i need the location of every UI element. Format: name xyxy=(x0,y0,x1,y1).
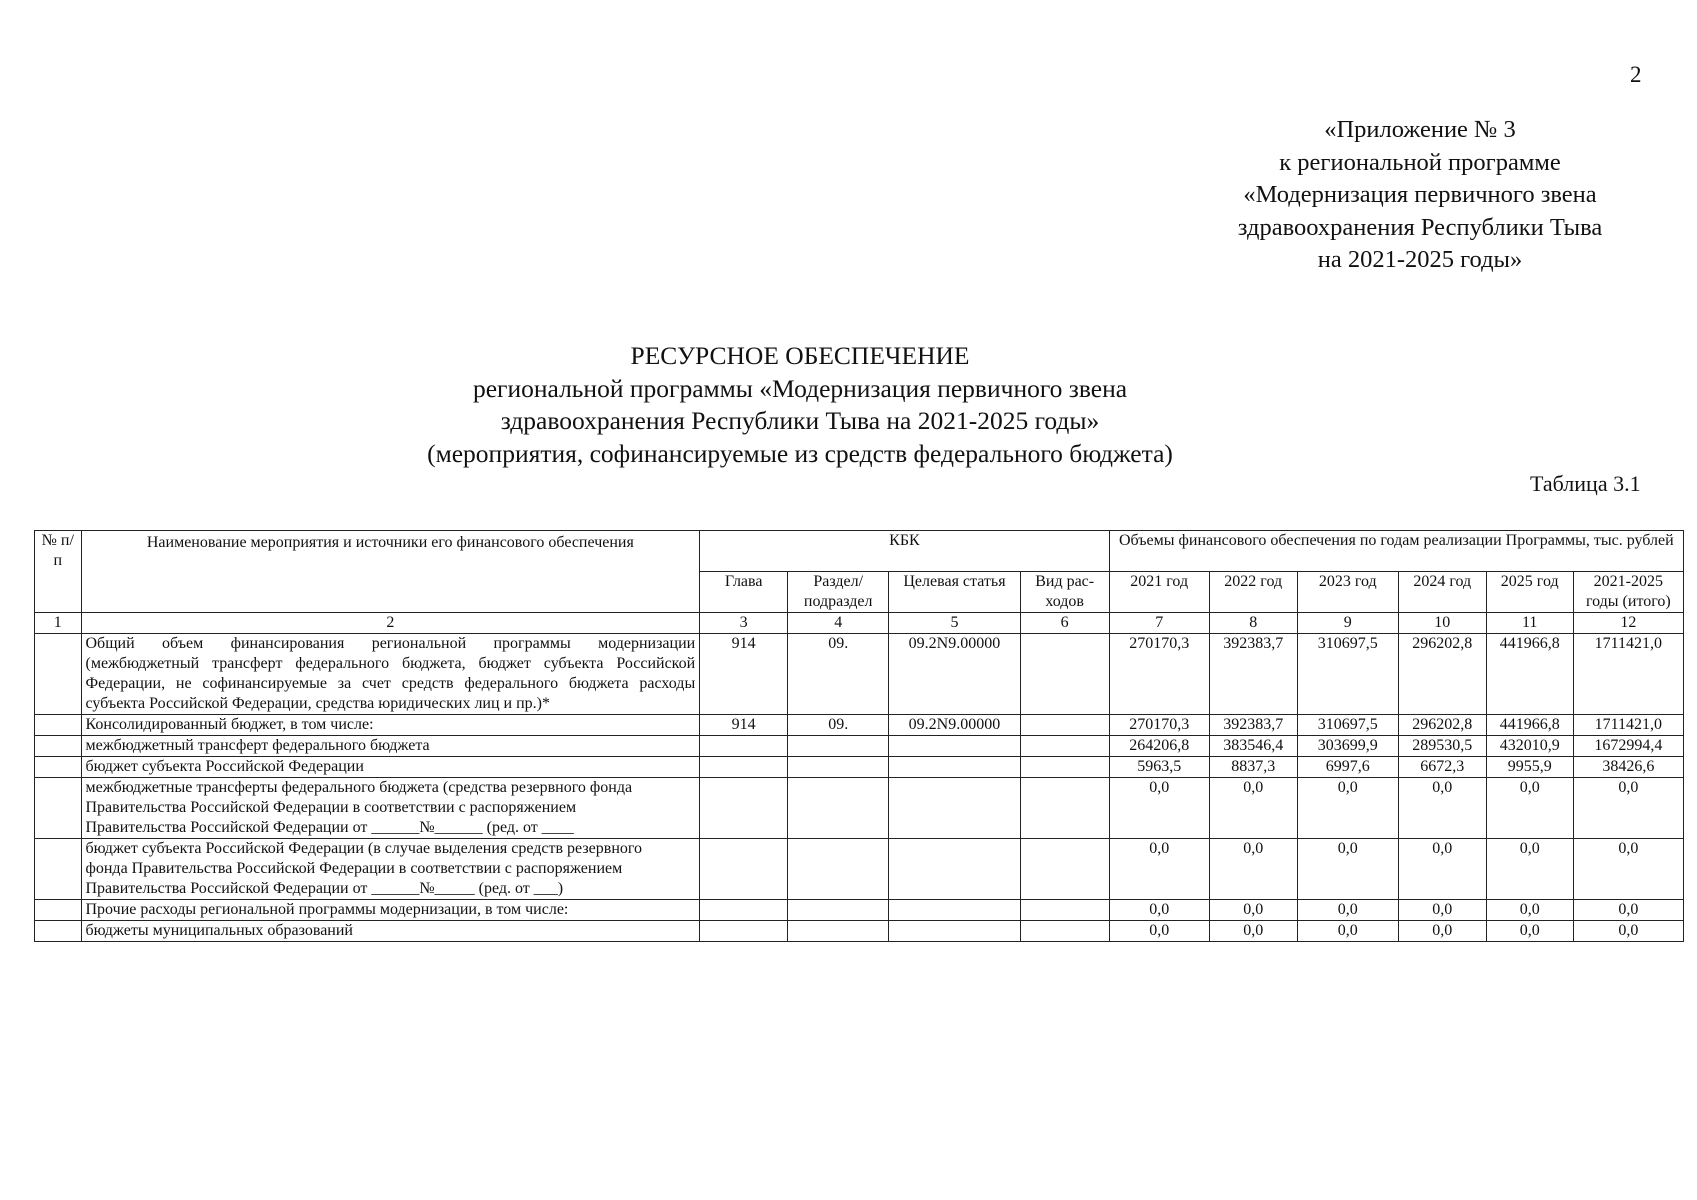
row-vid xyxy=(1020,634,1109,715)
header-celevaya: Целевая статья xyxy=(889,572,1020,613)
row-name: бюджет субъекта Российской Федерации (в случае выделения средств резервного фонда Правительства Российской Федерации в соответствии с распоряжением Правительства Российской Федерации от ______№_____ (ред. от ___) xyxy=(81,839,700,900)
col-number: 9 xyxy=(1297,613,1398,634)
row-2022: 0,0 xyxy=(1209,839,1297,900)
row-name: бюджет субъекта Российской Федерации xyxy=(81,757,700,778)
row-2024: 6672,3 xyxy=(1398,757,1486,778)
row-total: 0,0 xyxy=(1573,921,1683,942)
appendix-line: на 2021-2025 годы» xyxy=(1317,246,1523,273)
row-2021: 264206,8 xyxy=(1109,736,1209,757)
table-row xyxy=(35,921,1684,942)
row-2021: 0,0 xyxy=(1109,900,1209,921)
row-2025: 0,0 xyxy=(1486,900,1573,921)
row-num xyxy=(35,900,82,921)
appendix-line: к региональной программе xyxy=(1279,148,1561,176)
row-num xyxy=(35,921,82,942)
row-name: Общий объем финансирования региональной программы модернизации (межбюджетный трансферт федерального бюджета, бюджет субъекта Российской Федерации, не софинансируемые за счет средств федерального бюджета расходы субъекта Российской Федерации, средства юридических лиц и пр.)* xyxy=(81,634,700,715)
row-2025: 441966,8 xyxy=(1486,715,1573,736)
row-2024: 296202,8 xyxy=(1398,715,1486,736)
header-total: 2021-2025 годы (итого) xyxy=(1573,572,1683,613)
row-num xyxy=(35,736,82,757)
title-heading: РЕСУРСНОЕ ОБЕСПЕЧЕНИЕ xyxy=(630,341,970,370)
row-vid xyxy=(1020,757,1109,778)
row-total: 0,0 xyxy=(1573,839,1683,900)
row-2023: 0,0 xyxy=(1297,900,1398,921)
row-celevaya xyxy=(889,921,1020,942)
table-row xyxy=(35,757,1684,778)
header-num: № п/п xyxy=(35,531,82,613)
row-glava xyxy=(700,839,788,900)
appendix-block xyxy=(1170,114,1670,277)
row-vid xyxy=(1020,778,1109,839)
table-row xyxy=(35,778,1684,839)
row-2023: 303699,9 xyxy=(1297,736,1398,757)
col-number: 4 xyxy=(788,613,889,634)
row-2025: 9955,9 xyxy=(1486,757,1573,778)
col-number: 10 xyxy=(1398,613,1486,634)
row-2024: 0,0 xyxy=(1398,839,1486,900)
row-total: 1672994,4 xyxy=(1573,736,1683,757)
row-razdel: 09. xyxy=(788,715,889,736)
row-razdel xyxy=(788,900,889,921)
row-razdel xyxy=(788,921,889,942)
row-2023: 310697,5 xyxy=(1297,634,1398,715)
title-line: (мероприятия, софинансируемые из средств федерального бюджета) xyxy=(427,438,1173,468)
col-number: 7 xyxy=(1109,613,1209,634)
col-number: 5 xyxy=(889,613,1020,634)
row-total: 0,0 xyxy=(1573,778,1683,839)
header-volumes: Объемы финансового обеспечения по годам реализации Программы, тыс. рублей xyxy=(1109,531,1683,572)
col-number: 12 xyxy=(1573,613,1683,634)
row-2023: 0,0 xyxy=(1297,839,1398,900)
row-razdel xyxy=(788,839,889,900)
row-num xyxy=(35,715,82,736)
page-number: 2 xyxy=(1630,62,1642,87)
row-total: 0,0 xyxy=(1573,900,1683,921)
title-line: региональной программы «Модернизация первичного звена xyxy=(472,373,1128,403)
row-2025: 0,0 xyxy=(1486,921,1573,942)
row-celevaya xyxy=(889,736,1020,757)
row-glava: 914 xyxy=(700,715,788,736)
row-2021: 0,0 xyxy=(1109,839,1209,900)
appendix-line: «Модернизация первичного звена xyxy=(1243,181,1597,208)
row-num xyxy=(35,757,82,778)
row-2022: 392383,7 xyxy=(1209,715,1297,736)
row-vid xyxy=(1020,839,1109,900)
row-2023: 310697,5 xyxy=(1297,715,1398,736)
row-glava: 914 xyxy=(700,634,788,715)
resource-table xyxy=(34,530,1684,942)
row-2022: 0,0 xyxy=(1209,778,1297,839)
row-2021: 270170,3 xyxy=(1109,634,1209,715)
row-total: 38426,6 xyxy=(1573,757,1683,778)
header-2021: 2021 год xyxy=(1109,572,1209,613)
col-number: 3 xyxy=(700,613,788,634)
row-celevaya xyxy=(889,900,1020,921)
row-glava xyxy=(700,921,788,942)
row-num xyxy=(35,839,82,900)
row-2024: 296202,8 xyxy=(1398,634,1486,715)
header-2024: 2024 год xyxy=(1398,572,1486,613)
row-total: 1711421,0 xyxy=(1573,634,1683,715)
row-vid xyxy=(1020,900,1109,921)
row-glava xyxy=(700,757,788,778)
col-number: 6 xyxy=(1020,613,1109,634)
header-2025: 2025 год xyxy=(1486,572,1573,613)
row-2022: 8837,3 xyxy=(1209,757,1297,778)
header-name: Наименование мероприятия и источники его финансового обеспечения xyxy=(81,531,700,613)
col-number: 1 xyxy=(35,613,82,634)
row-2025: 432010,9 xyxy=(1486,736,1573,757)
row-num xyxy=(35,778,82,839)
header-kbk: КБК xyxy=(700,531,1109,572)
table-row xyxy=(35,839,1684,900)
row-name: межбюджетные трансферты федерального бюджета (средства резервного фонда Правительства Российской Федерации в соответствии с распоряжением Правительства Российской Федерации от ______№______ (ред. от ____ xyxy=(81,778,700,839)
row-name: Консолидированный бюджет, в том числе: xyxy=(81,715,700,736)
row-2025: 0,0 xyxy=(1486,778,1573,839)
row-2021: 5963,5 xyxy=(1109,757,1209,778)
row-glava xyxy=(700,900,788,921)
row-2024: 289530,5 xyxy=(1398,736,1486,757)
document-title xyxy=(300,340,1300,470)
row-razdel xyxy=(788,757,889,778)
appendix-line: здравоохранения Республики Тыва xyxy=(1237,213,1603,241)
row-name: Прочие расходы региональной программы модернизации, в том числе: xyxy=(81,900,700,921)
col-number: 11 xyxy=(1486,613,1573,634)
row-name: межбюджетный трансферт федерального бюджета xyxy=(81,736,700,757)
col-number: 8 xyxy=(1209,613,1297,634)
title-line: здравоохранения Республики Тыва на 2021-2025 годы» xyxy=(500,406,1100,435)
row-razdel xyxy=(788,736,889,757)
row-2025: 0,0 xyxy=(1486,839,1573,900)
header-2022: 2022 год xyxy=(1209,572,1297,613)
header-vid: Вид рас-ходов xyxy=(1020,572,1109,613)
row-celevaya xyxy=(889,757,1020,778)
row-glava xyxy=(700,778,788,839)
row-2021: 270170,3 xyxy=(1109,715,1209,736)
header-razdel: Раздел/ подраздел xyxy=(788,572,889,613)
table-row xyxy=(35,634,1684,715)
row-2022: 0,0 xyxy=(1209,900,1297,921)
table-row xyxy=(35,715,1684,736)
row-2022: 392383,7 xyxy=(1209,634,1297,715)
table-row xyxy=(35,900,1684,921)
row-glava xyxy=(700,736,788,757)
row-2021: 0,0 xyxy=(1109,778,1209,839)
row-celevaya xyxy=(889,778,1020,839)
row-total: 1711421,0 xyxy=(1573,715,1683,736)
row-2024: 0,0 xyxy=(1398,900,1486,921)
col-number: 2 xyxy=(81,613,700,634)
header-2023: 2023 год xyxy=(1297,572,1398,613)
row-razdel: 09. xyxy=(788,634,889,715)
row-2022: 383546,4 xyxy=(1209,736,1297,757)
row-celevaya: 09.2N9.00000 xyxy=(889,715,1020,736)
row-2022: 0,0 xyxy=(1209,921,1297,942)
table-row xyxy=(35,736,1684,757)
row-2025: 441966,8 xyxy=(1486,634,1573,715)
row-vid xyxy=(1020,715,1109,736)
row-celevaya xyxy=(889,839,1020,900)
row-2024: 0,0 xyxy=(1398,778,1486,839)
column-number-row xyxy=(35,613,1684,634)
row-2024: 0,0 xyxy=(1398,921,1486,942)
row-name: бюджеты муниципальных образований xyxy=(81,921,700,942)
row-celevaya: 09.2N9.00000 xyxy=(889,634,1020,715)
row-vid xyxy=(1020,736,1109,757)
row-2023: 0,0 xyxy=(1297,778,1398,839)
row-vid xyxy=(1020,921,1109,942)
row-razdel xyxy=(788,778,889,839)
table-label: Таблица 3.1 xyxy=(1530,471,1641,496)
row-2021: 0,0 xyxy=(1109,921,1209,942)
header-glava: Глава xyxy=(700,572,788,613)
row-2023: 6997,6 xyxy=(1297,757,1398,778)
appendix-line: «Приложение № 3 xyxy=(1324,116,1516,143)
row-num xyxy=(35,634,82,715)
row-2023: 0,0 xyxy=(1297,921,1398,942)
